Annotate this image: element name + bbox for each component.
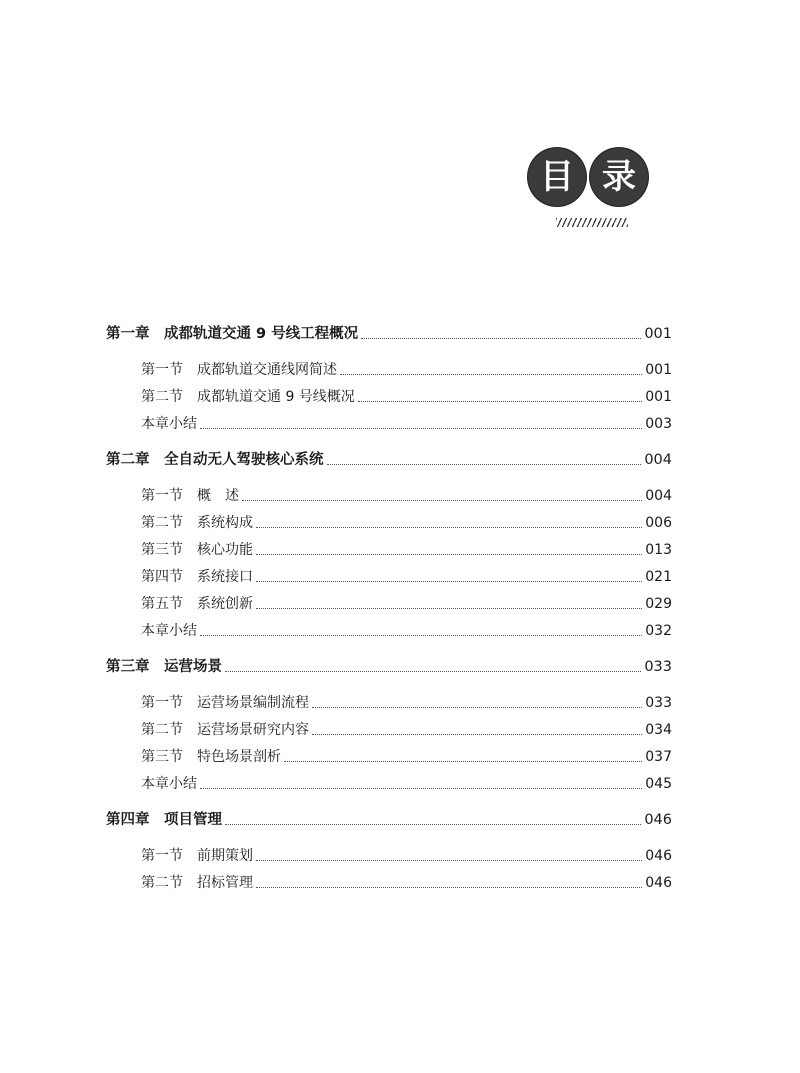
toc-chapter-entry: [106, 323, 672, 345]
toc-section-entry: [141, 386, 672, 408]
toc-page-number: 033: [644, 659, 672, 675]
toc-page-number: 032: [645, 623, 672, 639]
toc-leader-dots: [256, 554, 642, 555]
toc-entry-title: 第一节 运营场景编制流程: [141, 695, 309, 711]
toc-entry-title: 第四节 系统接口: [141, 569, 253, 585]
toc-page-number: 006: [645, 515, 672, 531]
toc-page-number: 046: [645, 848, 672, 864]
toc-leader-dots: [256, 860, 642, 861]
toc-leader-dots: [312, 707, 642, 708]
toc-section-entry: [141, 746, 672, 768]
heading-circle-1: [528, 148, 586, 206]
toc-page-number: 046: [644, 812, 672, 828]
toc-section-entry: [141, 620, 672, 642]
toc-section-entry: [141, 485, 672, 507]
toc-leader-dots: [256, 527, 642, 528]
toc-page-number: 001: [645, 362, 672, 378]
toc-page-number: 021: [645, 569, 672, 585]
toc-leader-dots: [225, 824, 641, 825]
toc-entry-title: 第二节 运营场景研究内容: [141, 722, 309, 738]
toc-section-entry: [141, 413, 672, 435]
toc-leader-dots: [361, 338, 641, 339]
toc-entry-title: 本章小结: [141, 776, 197, 792]
toc-leader-dots: [242, 500, 642, 501]
toc-entry-title: 本章小结: [141, 416, 197, 432]
toc-page-number: 004: [645, 488, 672, 504]
toc-leader-dots: [200, 788, 642, 789]
toc-page-number: 001: [645, 389, 672, 405]
toc-leader-dots: [200, 635, 642, 636]
toc-entry-title: 第一节 概 述: [141, 488, 239, 504]
toc-entry-title: 第二节 招标管理: [141, 875, 253, 891]
toc-section-entry: [141, 845, 672, 867]
toc-page-number: 046: [645, 875, 672, 891]
toc-leader-dots: [312, 734, 642, 735]
toc-entry-title: 第一节 前期策划: [141, 848, 253, 864]
toc-leader-dots: [327, 464, 642, 465]
toc-leader-dots: [256, 887, 642, 888]
toc-section-entry: [141, 773, 672, 795]
toc-leader-dots: [225, 671, 641, 672]
toc-leader-dots: [256, 581, 642, 582]
toc-page-number: 004: [644, 452, 672, 468]
toc-section-entry: [141, 593, 672, 615]
toc-section-entry: [141, 566, 672, 588]
toc-leader-dots: [284, 761, 642, 762]
heading-char-2: 录: [602, 157, 636, 197]
toc-entry-title: 第三节 特色场景剖析: [141, 749, 281, 765]
toc-section-entry: [141, 539, 672, 561]
toc-entry-title: 第二节 系统构成: [141, 515, 253, 531]
toc-chapter-entry: [106, 449, 672, 471]
toc-section-entry: [141, 512, 672, 534]
toc-section-entry: [141, 872, 672, 894]
toc-entry-title: 第四章 项目管理: [106, 812, 222, 828]
toc-leader-dots: [340, 374, 642, 375]
toc-chapter-entry: [106, 809, 672, 831]
toc-page-number: 013: [645, 542, 672, 558]
toc-page-number: 037: [645, 749, 672, 765]
toc-leader-dots: [200, 428, 642, 429]
toc-page-number: 003: [645, 416, 672, 432]
toc-leader-dots: [358, 401, 642, 402]
toc-heading: [528, 148, 668, 206]
toc-page-number: 033: [645, 695, 672, 711]
heading-char-1: 目: [540, 157, 574, 197]
toc-entry-title: 第二章 全自动无人驾驶核心系统: [106, 452, 324, 468]
toc-page-number: 029: [645, 596, 672, 612]
toc-entry-title: 第二节 成都轨道交通 9 号线概况: [141, 389, 355, 405]
toc-section-entry: [141, 719, 672, 741]
toc-page-number: 045: [645, 776, 672, 792]
toc-page-number: 001: [644, 326, 672, 342]
toc-entry-title: 第五节 系统创新: [141, 596, 253, 612]
toc-entry-title: 第一章 成都轨道交通 9 号线工程概况: [106, 326, 359, 342]
toc-leader-dots: [256, 608, 642, 609]
toc-section-entry: [141, 692, 672, 714]
toc-entry-title: 本章小结: [141, 623, 197, 639]
heading-hatch-decoration: [556, 218, 628, 227]
heading-circle-2: [590, 148, 648, 206]
toc-entry-title: 第一节 成都轨道交通线网简述: [141, 362, 337, 378]
toc-entry-title: 第三节 核心功能: [141, 542, 253, 558]
toc-entry-title: 第三章 运营场景: [106, 659, 222, 675]
toc-section-entry: [141, 359, 672, 381]
toc-chapter-entry: [106, 656, 672, 678]
toc-page-number: 034: [645, 722, 672, 738]
